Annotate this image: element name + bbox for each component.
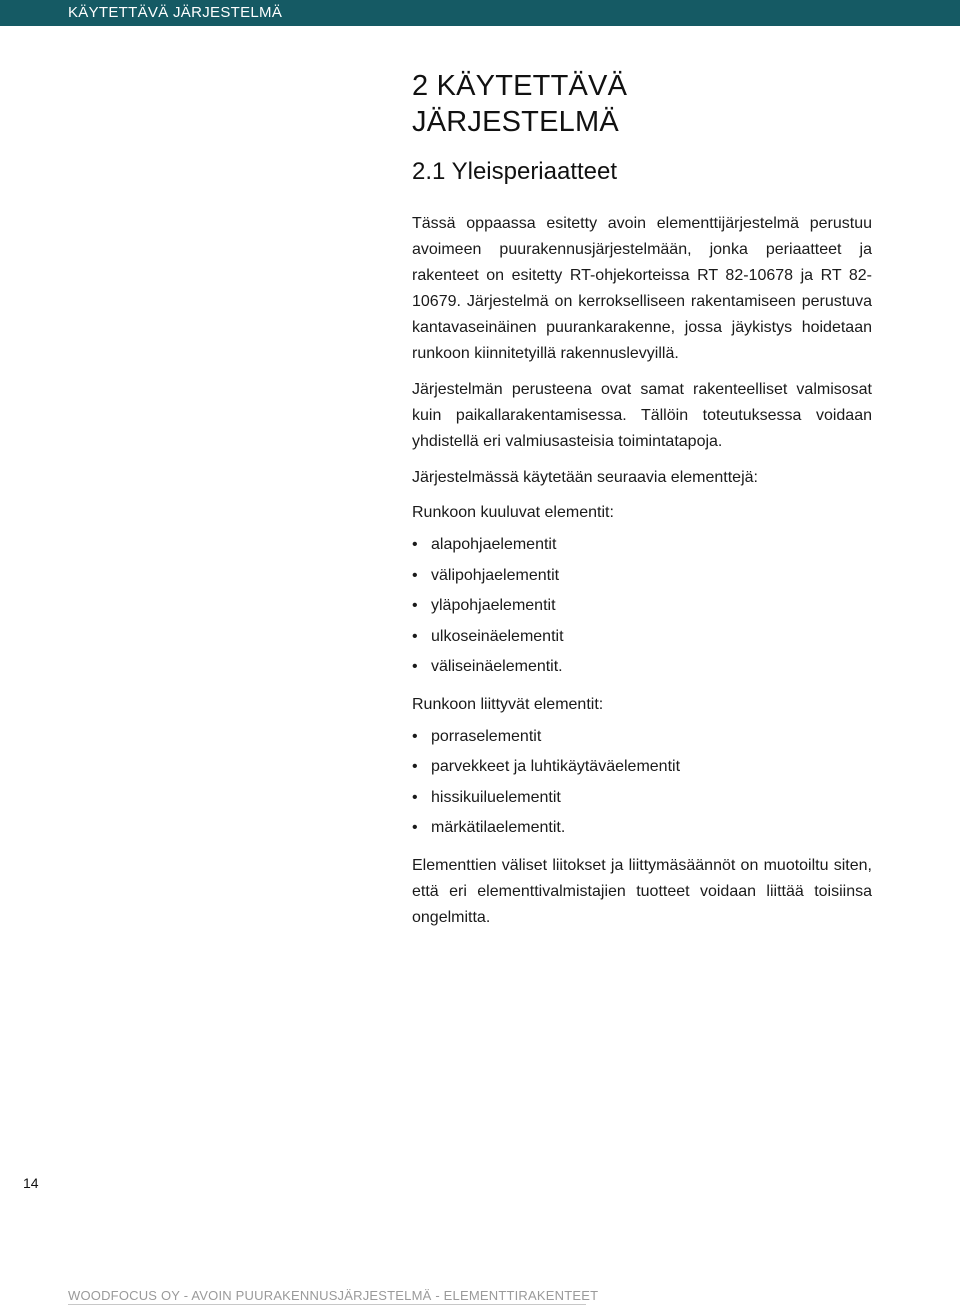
main-content	[412, 68, 872, 931]
attached-elements-list	[412, 722, 872, 844]
paragraph-joints: Elementtien väliset liitokset ja liittymäsäännöt on muotoiltu siten, että eri elementtivalmistajien tuotteet voidaan liittää toisiinsa ongelmitta.	[412, 856, 872, 926]
list-item: • alapohjaelementit	[412, 530, 872, 561]
chapter-title	[412, 68, 872, 140]
bullet-icon: •	[412, 758, 418, 775]
list-item: • parvekkeet ja luhtikäytäväelementit	[412, 752, 872, 783]
running-header-title: KÄYTETTÄVÄ JÄRJESTELMÄ	[68, 4, 283, 21]
bullet-icon: •	[412, 536, 418, 553]
list-item: • hissikuiluelementit	[412, 783, 872, 814]
paragraph-elements-intro: Järjestelmässä käytetään seuraavia elementtejä:	[412, 469, 758, 486]
bullet-icon: •	[412, 819, 418, 836]
bullet-icon: •	[412, 566, 418, 584]
paragraph-basis: Järjestelmän perusteena ovat samat rakenteelliset valmisosat kuin paikallarakentamisessa. Tällöin toteutuksessa voidaan yhdistellä eri valmiusasteisia toimintatapoja.	[412, 381, 872, 450]
frame-elements-list	[412, 530, 872, 683]
bullet-icon: •	[412, 627, 418, 645]
page-number: 14	[23, 1175, 39, 1191]
list-item: • väliseinäelementit.	[412, 652, 872, 683]
list-item: • porraselementit	[412, 722, 872, 753]
list-item: • yläpohjaelementit	[412, 591, 872, 622]
paragraph-intro: Tässä oppaassa esitetty avoin elementtijärjestelmä perustuu avoimeen puurakennusjärjestelmään, jonka periaatteet ja rakenteet on esitetty RT-ohjekorteissa RT 82-10678 ja RT 82-10679. Järjestelmä on kerrokselliseen rakentamiseen perustuva kantavaseinäinen puurankarakenne, jossa jäykistys hoidetaan runkoon kiinnitetyillä rakennuslevyillä.	[412, 215, 872, 362]
list-item: • ulkoseinäelementit	[412, 622, 872, 653]
bullet-icon: •	[412, 788, 418, 806]
section-title: 2.1 Yleisperiaatteet	[412, 158, 618, 185]
bullet-icon: •	[412, 597, 418, 614]
bullet-icon: •	[412, 727, 418, 745]
chapter-title-line1: 2 KÄYTETTÄVÄ	[412, 70, 628, 102]
list-item: • märkätilaelementit.	[412, 813, 872, 844]
footer-divider	[68, 1304, 586, 1305]
chapter-title-line2: JÄRJESTELMÄ	[412, 106, 619, 138]
bullet-icon: •	[412, 658, 418, 675]
footer-text: WOODFOCUS OY - AVOIN PUURAKENNUSJÄRJESTELMÄ - ELEMENTTIRAKENTEET	[68, 1288, 599, 1303]
list-item: • välipohjaelementit	[412, 561, 872, 592]
attached-elements-label: Runkoon liittyvät elementit:	[412, 695, 604, 713]
frame-elements-label: Runkoon kuuluvat elementit:	[412, 504, 614, 521]
